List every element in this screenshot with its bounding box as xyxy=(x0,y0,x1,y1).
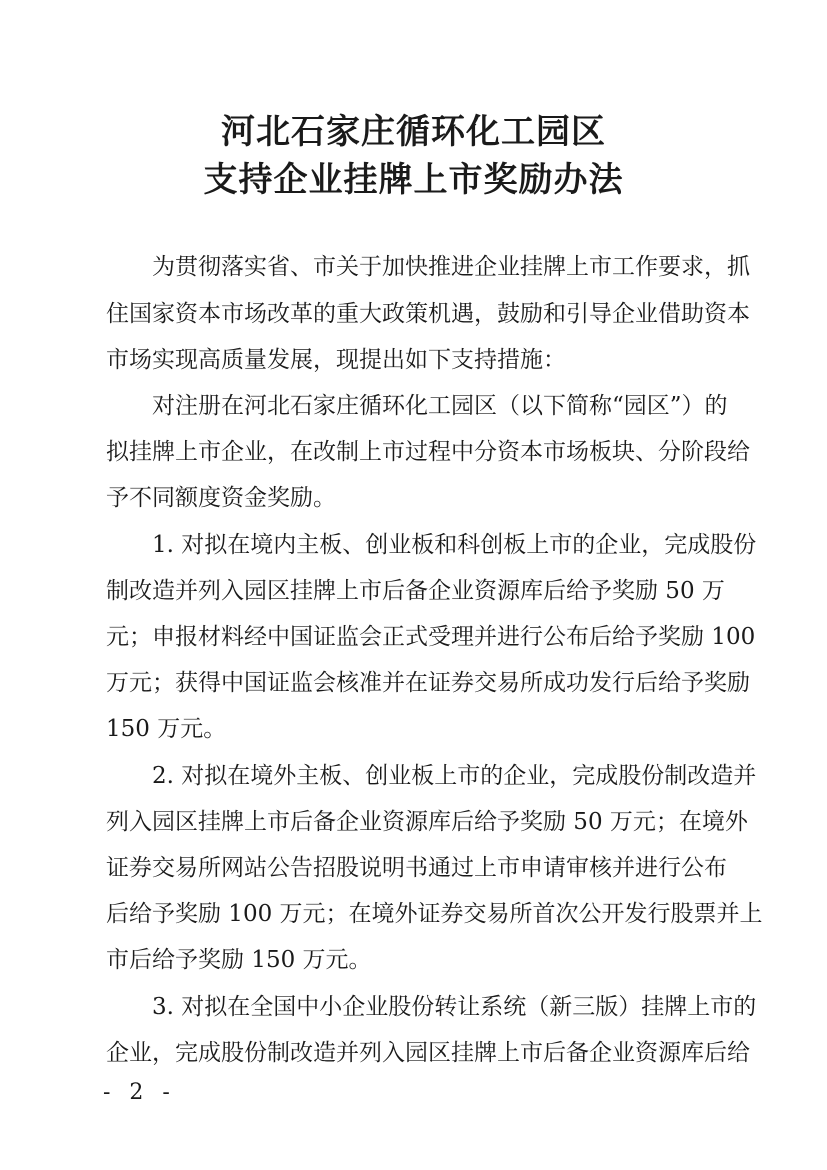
body-line: 企业，完成股份制改造并列入园区挂牌上市后备企业资源库后给 xyxy=(106,1040,750,1066)
body-line: 3. 对拟在全国中小企业股份转让系统（新三版）挂牌上市的 xyxy=(152,994,757,1020)
body-line: 住国家资本市场改革的重大政策机遇，鼓励和引导企业借助资本 xyxy=(106,301,750,327)
page-number: - 2 - xyxy=(103,1080,176,1105)
body-line: 为贯彻落实省、市关于加快推进企业挂牌上市工作要求，抓 xyxy=(152,254,750,280)
body-line: 万元；获得中国证监会核准并在证券交易所成功发行后给予奖励 xyxy=(106,670,750,696)
document-title-line-2: 支持企业挂牌上市奖励办法 xyxy=(203,160,624,200)
body-line: 市场实现高质量发展，现提出如下支持措施： xyxy=(106,347,566,373)
body-line: 证券交易所网站公告招股说明书通过上市申请审核并进行公布 xyxy=(106,855,727,881)
body-line: 元；申报材料经中国证监会正式受理并进行公布后给予奖励 100 xyxy=(106,624,756,650)
body-line: 1. 对拟在境内主板、创业板和科创板上市的企业，完成股份 xyxy=(152,532,757,558)
document-title-line-1: 河北石家庄循环化工园区 xyxy=(221,112,606,152)
body-line: 市后给予奖励 150 万元。 xyxy=(106,947,372,973)
body-line: 对注册在河北石家庄循环化工园区（以下简称“园区”）的 xyxy=(152,393,728,419)
body-line: 150 万元。 xyxy=(106,716,227,742)
body-line: 后给予奖励 100 万元；在境外证券交易所首次公开发行股票并上 xyxy=(106,901,763,927)
body-line: 列入园区挂牌上市后备企业资源库后给予奖励 50 万元；在境外 xyxy=(106,809,748,835)
body-line: 予不同额度资金奖励。 xyxy=(106,485,336,511)
body-line: 制改造并列入园区挂牌上市后备企业资源库后给予奖励 50 万 xyxy=(106,578,725,604)
body-line: 2. 对拟在境外主板、创业板上市的企业，完成股份制改造并 xyxy=(152,763,757,789)
body-line: 拟挂牌上市企业，在改制上市过程中分资本市场板块、分阶段给 xyxy=(106,439,750,465)
